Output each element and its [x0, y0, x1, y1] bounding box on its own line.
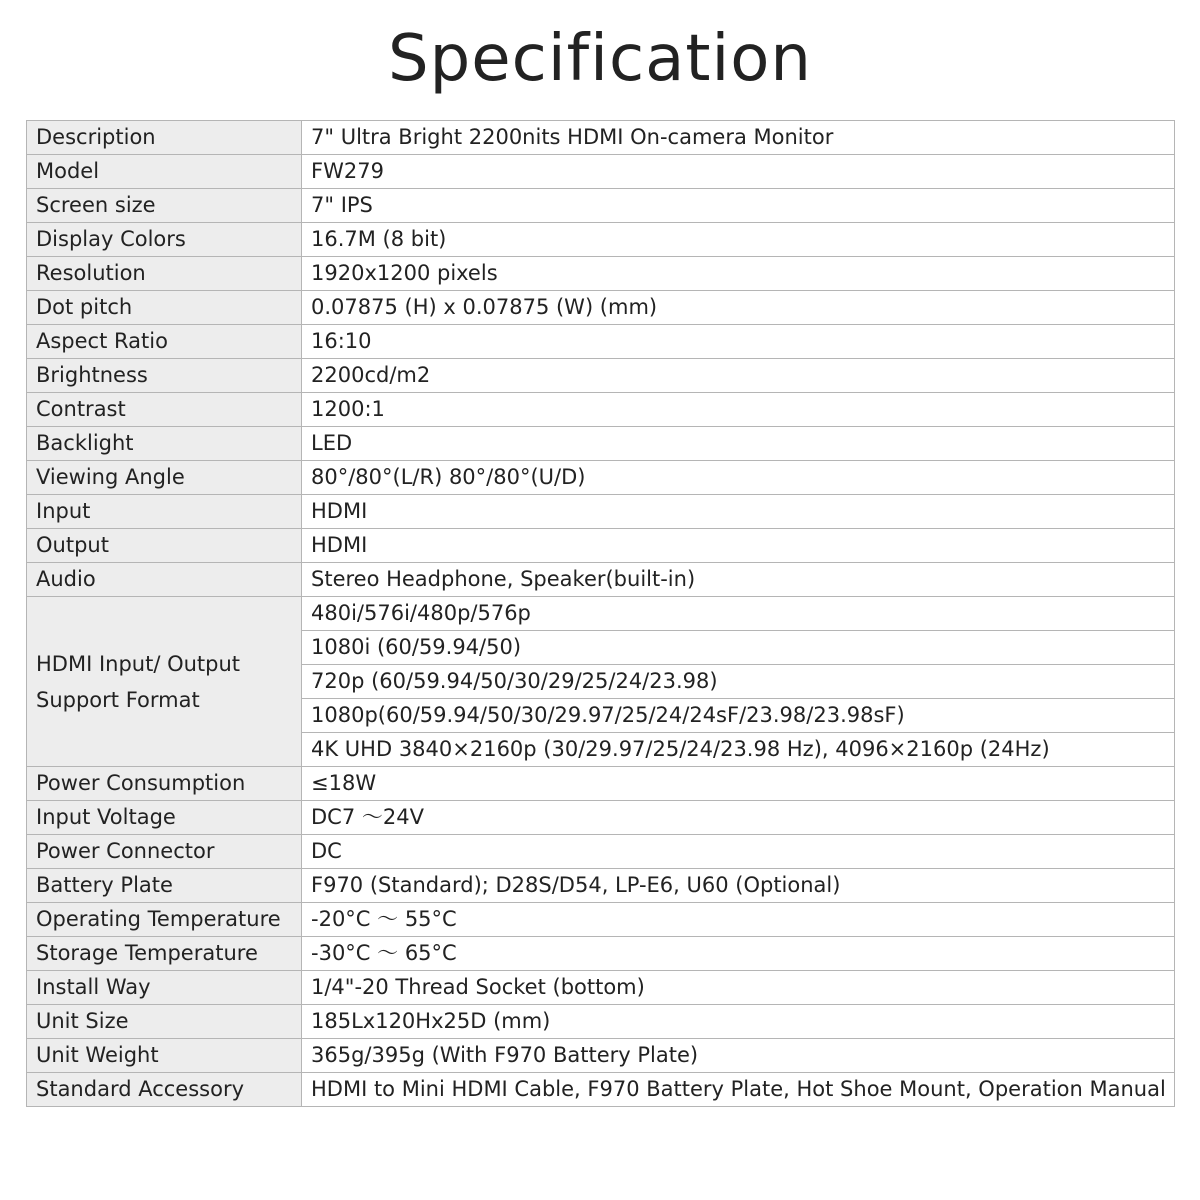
spec-value: 7" IPS [302, 189, 1175, 223]
spec-label: Operating Temperature [27, 903, 302, 937]
spec-row-hdmi-format [27, 597, 1175, 631]
spec-value: 2200cd/m2 [302, 359, 1175, 393]
spec-row-unit-weight [27, 1039, 1175, 1073]
spec-label: Unit Weight [27, 1039, 302, 1073]
spec-label: Output [27, 529, 302, 563]
spec-label: Aspect Ratio [27, 325, 302, 359]
spec-value: ≤18W [302, 767, 1175, 801]
spec-label: Audio [27, 563, 302, 597]
spec-value: HDMI [302, 529, 1175, 563]
spec-value: 480i/576i/480p/576p [302, 597, 1175, 631]
spec-value: 7" Ultra Bright 2200nits HDMI On-camera Monitor [302, 121, 1175, 155]
spec-row-storage-temperature [27, 937, 1175, 971]
spec-row-audio [27, 563, 1175, 597]
spec-row-operating-temperature [27, 903, 1175, 937]
spec-row-backlight [27, 427, 1175, 461]
spec-value: 365g/395g (With F970 Battery Plate) [302, 1039, 1175, 1073]
spec-value: Stereo Headphone, Speaker(built-in) [302, 563, 1175, 597]
spec-value: FW279 [302, 155, 1175, 189]
spec-value: 16.7M (8 bit) [302, 223, 1175, 257]
spec-label: Model [27, 155, 302, 189]
spec-value: DC7 ～24V [302, 801, 1175, 835]
spec-row-output [27, 529, 1175, 563]
spec-row-aspect-ratio [27, 325, 1175, 359]
spec-value: 185Lx120Hx25D (mm) [302, 1005, 1175, 1039]
spec-label: Description [27, 121, 302, 155]
spec-label: Screen size [27, 189, 302, 223]
spec-label-line: Support Format [36, 687, 200, 712]
page-title: Specification [388, 22, 812, 96]
spec-label: Viewing Angle [27, 461, 302, 495]
spec-row-resolution [27, 257, 1175, 291]
spec-label: Unit Size [27, 1005, 302, 1039]
spec-label: Power Connector [27, 835, 302, 869]
spec-value: 720p (60/59.94/50/30/29/25/24/23.98) [302, 665, 1175, 699]
spec-value: 4K UHD 3840×2160p (30/29.97/25/24/23.98 Hz), 4096×2160p (24Hz) [302, 733, 1175, 767]
spec-row-display-colors [27, 223, 1175, 257]
spec-value: 16:10 [302, 325, 1175, 359]
spec-value: HDMI to Mini HDMI Cable, F970 Battery Plate, Hot Shoe Mount, Operation Manual [302, 1073, 1175, 1107]
spec-value: 1080p(60/59.94/50/30/29.97/25/24/24sF/23.98/23.98sF) [302, 699, 1175, 733]
spec-row-standard-accessory [27, 1073, 1175, 1107]
spec-label: Resolution [27, 257, 302, 291]
spec-value: -20°C ～ 55°C [302, 903, 1175, 937]
spec-value: 80°/80°(L/R) 80°/80°(U/D) [302, 461, 1175, 495]
spec-row-input-voltage [27, 801, 1175, 835]
spec-label-hdmi-format [27, 597, 302, 767]
spec-row-power-consumption [27, 767, 1175, 801]
spec-value: DC [302, 835, 1175, 869]
spec-row-power-connector [27, 835, 1175, 869]
spec-label: Backlight [27, 427, 302, 461]
spec-value: 0.07875 (H) x 0.07875 (W) (mm) [302, 291, 1175, 325]
spec-label: Install Way [27, 971, 302, 1005]
spec-label: Display Colors [27, 223, 302, 257]
spec-row-description [27, 121, 1175, 155]
spec-label: Contrast [27, 393, 302, 427]
spec-row-unit-size [27, 1005, 1175, 1039]
spec-row-battery-plate [27, 869, 1175, 903]
spec-label: Standard Accessory [27, 1073, 302, 1107]
spec-value: 1200:1 [302, 393, 1175, 427]
spec-value: -30°C ～ 65°C [302, 937, 1175, 971]
spec-value: F970 (Standard); D28S/D54, LP-E6, U60 (Optional) [302, 869, 1175, 903]
spec-value: 1920x1200 pixels [302, 257, 1175, 291]
spec-row-install-way [27, 971, 1175, 1005]
spec-row-dot-pitch [27, 291, 1175, 325]
spec-row-contrast [27, 393, 1175, 427]
spec-value: 1080i (60/59.94/50) [302, 631, 1175, 665]
spec-label: Power Consumption [27, 767, 302, 801]
spec-label: Brightness [27, 359, 302, 393]
spec-label: Input Voltage [27, 801, 302, 835]
spec-label: Input [27, 495, 302, 529]
spec-row-brightness [27, 359, 1175, 393]
spec-label: Storage Temperature [27, 937, 302, 971]
spec-row-model [27, 155, 1175, 189]
spec-label: Dot pitch [27, 291, 302, 325]
spec-table-body [27, 121, 1175, 1107]
spec-row-viewing-angle [27, 461, 1175, 495]
spec-value: 1/4"-20 Thread Socket (bottom) [302, 971, 1175, 1005]
spec-row-input [27, 495, 1175, 529]
spec-table [26, 120, 1175, 1107]
spec-row-screen-size [27, 189, 1175, 223]
spec-label: Battery Plate [27, 869, 302, 903]
spec-label-line: HDMI Input/ Output [36, 651, 241, 676]
spec-value: HDMI [302, 495, 1175, 529]
spec-value: LED [302, 427, 1175, 461]
